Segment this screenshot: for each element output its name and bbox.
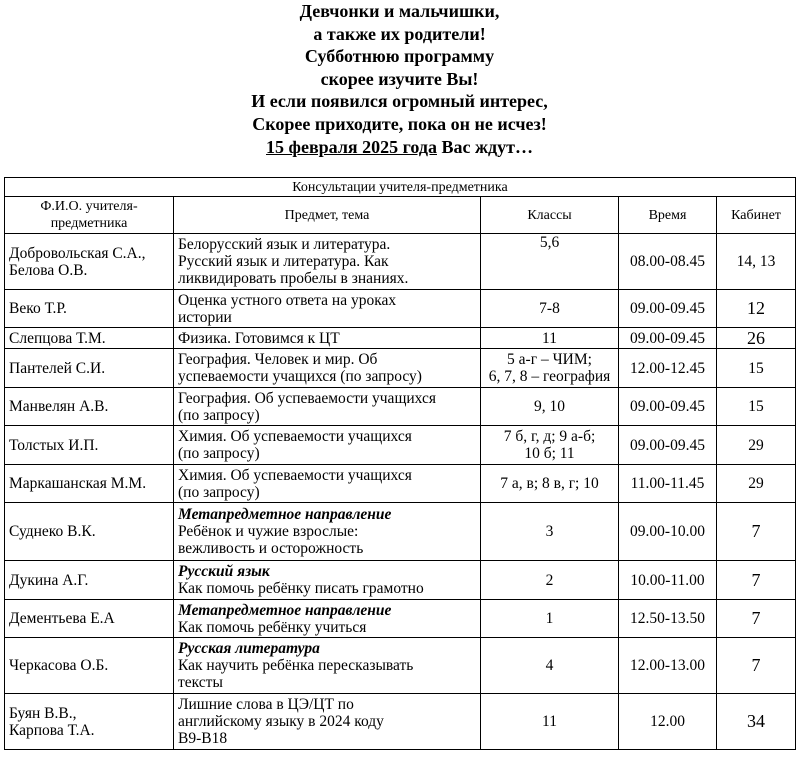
table-row: [5, 349, 796, 388]
cell-line: Маркашанская М.М.: [9, 475, 147, 492]
classes: [481, 503, 619, 561]
cell-line: 11: [542, 713, 557, 730]
intro-line: а также их родители!: [313, 23, 486, 44]
cell-line: География. Человек и мир. Об: [178, 351, 378, 368]
classes: [481, 234, 619, 290]
table-row: [5, 638, 796, 694]
cell-line: успеваемости учащихся (по запросу): [178, 368, 422, 385]
table-row: [5, 234, 796, 290]
direction-label: Русская литература: [178, 640, 320, 657]
header-name: Ф.И.О. учителя-предметника: [5, 197, 174, 234]
table-row: [5, 328, 796, 349]
cell-line: Лишние слова в ЦЭ/ЦТ по: [178, 696, 354, 713]
room: 29: [717, 426, 796, 465]
time: 09.00-10.00: [619, 503, 717, 561]
header-room: Кабинет: [717, 197, 796, 234]
classes: [481, 561, 619, 600]
time: 12.50-13.50: [619, 600, 717, 638]
cell-line: (по запросу): [178, 445, 260, 462]
cell-line: Пантелей С.И.: [9, 359, 106, 377]
cell-line: ликвидировать пробелы в знаниях.: [178, 270, 409, 287]
subject-topic: [174, 600, 481, 638]
subject-topic: [174, 694, 481, 750]
table-row: [5, 561, 796, 600]
cell-line: тексты: [178, 674, 223, 691]
cell-line: 7 а, в; 8 в, г; 10: [500, 475, 599, 492]
subject-topic: [174, 426, 481, 465]
time: 11.00-11.45: [619, 465, 717, 503]
room: 15: [717, 349, 796, 388]
table-header-row: [5, 197, 796, 234]
cell-line: 10 б; 11: [524, 445, 575, 462]
header-subject: Предмет, тема: [174, 197, 481, 234]
time: 12.00-12.45: [619, 349, 717, 388]
cell-line: 7-8: [539, 300, 560, 317]
intro-line: Субботнюю программу: [304, 46, 495, 67]
subject-topic: [174, 561, 481, 600]
teacher-name: [5, 503, 174, 561]
classes: [481, 694, 619, 750]
cell-line: 2: [545, 571, 554, 589]
teacher-name: [5, 561, 174, 600]
cell-line: Как помочь ребёнку учиться: [178, 618, 367, 636]
cell-line: Веко Т.Р.: [9, 300, 67, 317]
teacher-name: [5, 600, 174, 638]
teacher-name: [5, 234, 174, 290]
time: 12.00-13.00: [619, 638, 717, 694]
classes: [481, 426, 619, 465]
cell-line: Химия. Об успеваемости учащихся: [178, 466, 412, 484]
time: 08.00-08.45: [619, 234, 717, 290]
subject-topic: [174, 503, 481, 561]
table-row: [5, 694, 796, 750]
table-row: [5, 465, 796, 503]
room: 7: [717, 503, 796, 561]
room: 7: [717, 561, 796, 600]
cell-line: Буян В.В.,: [9, 704, 77, 722]
cell-line: 9, 10: [534, 398, 565, 415]
table-row: [5, 290, 796, 328]
classes: [481, 349, 619, 388]
time: 12.00: [619, 694, 717, 750]
cell-line: Слепцова Т.М.: [9, 329, 106, 347]
time: 09.00-09.45: [619, 388, 717, 426]
cell-line: 1: [545, 610, 554, 627]
teacher-name: [5, 388, 174, 426]
classes: [481, 328, 619, 349]
table-row: [5, 600, 796, 638]
teacher-name: [5, 638, 174, 694]
teacher-name: [5, 349, 174, 388]
subject-topic: [174, 328, 481, 349]
room: 29: [717, 465, 796, 503]
header-classes: Классы: [481, 197, 619, 234]
event-date: 15 февраля 2025 года: [266, 136, 437, 157]
cell-line: 3: [545, 523, 554, 540]
cell-line: (по запросу): [178, 483, 260, 501]
time: 09.00-09.45: [619, 290, 717, 328]
teacher-name: [5, 465, 174, 503]
classes: [481, 290, 619, 328]
classes: [481, 388, 619, 426]
cell-line: Ребёнок и чужие взрослые:: [178, 523, 359, 540]
room: 7: [717, 600, 796, 638]
cell-line: Как помочь ребёнку писать грамотно: [178, 580, 424, 597]
teacher-name: [5, 328, 174, 349]
intro-line: Девчонки и мальчишки,: [299, 1, 500, 21]
table-caption: Консультации учителя-предметника: [5, 178, 796, 197]
time: 09.00-09.45: [619, 426, 717, 465]
cell-line: Химия. Об успеваемости учащихся: [178, 428, 412, 445]
header-time: Время: [619, 197, 717, 234]
cell-line: Как научить ребёнка пересказывать: [178, 657, 414, 674]
room: 14, 13: [717, 234, 796, 290]
direction-label: Метапредметное направление: [178, 506, 392, 523]
cell-line: истории: [178, 308, 232, 326]
room: 34: [717, 694, 796, 750]
classes: [481, 600, 619, 638]
cell-line: Добровольская С.А.,: [9, 244, 146, 262]
direction-label: Русский язык: [178, 563, 270, 580]
cell-line: B9-B18: [178, 730, 228, 747]
teacher-name: [5, 694, 174, 750]
room: 12: [717, 290, 796, 328]
cell-line: Белорусский язык и литература.: [178, 236, 391, 253]
cell-line: вежливость и осторожность: [178, 540, 364, 557]
intro-line: скорее изучите Вы!: [320, 68, 479, 89]
cell-line: 5,6: [539, 234, 560, 251]
consultation-table: [4, 177, 796, 750]
cell-line: 11: [542, 329, 557, 347]
subject-topic: [174, 465, 481, 503]
cell-line: 6, 7, 8 – география: [488, 368, 611, 385]
announcement: [0, 0, 799, 158]
event-date-suffix: Вас ждут…: [441, 136, 533, 157]
subject-topic: [174, 349, 481, 388]
intro-line: И если появился огромный интерес,: [251, 91, 548, 112]
cell-line: 7 б, г, д; 9 а-б;: [503, 428, 596, 445]
table-caption-row: [5, 178, 796, 197]
cell-line: 4: [545, 657, 554, 674]
cell-line: Оценка устного ответа на уроках: [178, 291, 397, 309]
cell-line: английскому языку в 2024 коду: [178, 713, 384, 730]
cell-line: Толстых И.П.: [9, 436, 99, 454]
cell-line: Карпова Т.А.: [9, 721, 95, 739]
room: 7: [717, 638, 796, 694]
room: 26: [717, 328, 796, 349]
cell-line: 5 а-г – ЧИМ;: [507, 351, 592, 368]
intro-line: Скорее приходите, пока он не исчез!: [252, 113, 547, 134]
table-row: [5, 503, 796, 561]
cell-line: Белова О.В.: [9, 261, 88, 279]
subject-topic: [174, 388, 481, 426]
time: 09.00-09.45: [619, 328, 717, 349]
direction-label: Метапредметное направление: [178, 601, 392, 619]
subject-topic: [174, 290, 481, 328]
table-row: [5, 426, 796, 465]
teacher-name: [5, 426, 174, 465]
table-row: [5, 388, 796, 426]
classes: [481, 465, 619, 503]
subject-topic: [174, 638, 481, 694]
time: 10.00-11.00: [619, 561, 717, 600]
cell-line: Суднеко В.К.: [9, 523, 96, 540]
room: 15: [717, 388, 796, 426]
cell-line: Дукина А.Г.: [9, 571, 89, 589]
cell-line: География. Об успеваемости учащихся: [178, 389, 436, 407]
classes: [481, 638, 619, 694]
cell-line: Физика. Готовимся к ЦТ: [178, 329, 340, 347]
cell-line: Черкасова О.Б.: [9, 657, 109, 674]
cell-line: Дементьева Е.А: [9, 610, 115, 627]
event-date-line: [0, 136, 799, 159]
cell-line: (по запросу): [178, 406, 260, 424]
cell-line: Русский язык и литература. Как: [178, 253, 389, 270]
subject-topic: [174, 234, 481, 290]
teacher-name: [5, 290, 174, 328]
cell-line: Манвелян А.В.: [9, 398, 109, 415]
